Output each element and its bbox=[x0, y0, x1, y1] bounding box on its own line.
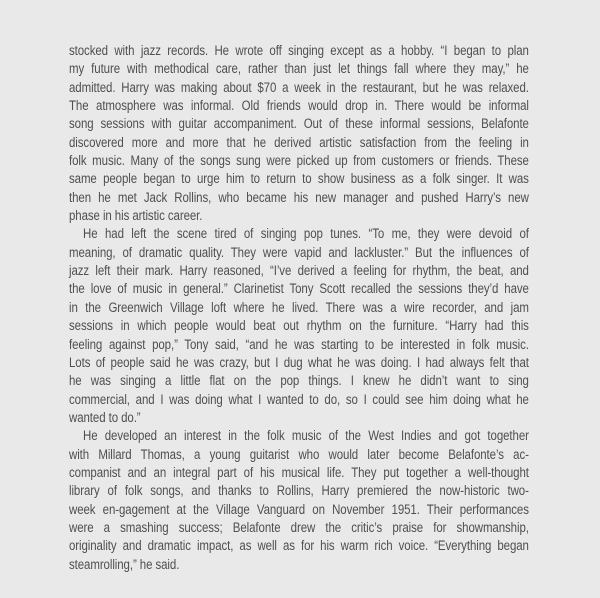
paragraph bbox=[69, 427, 529, 574]
text-line: the love of music in general.” Clarinetist Tony Scott recalled the sessions they’d have bbox=[69, 281, 529, 297]
text-line: then he met Jack Rollins, who became his new manager and pushed Harry’s new bbox=[69, 189, 529, 205]
text-line: phase in his artistic career. bbox=[69, 208, 203, 224]
text-line: He had left the scene tired of singing pop tunes. “To me, they were devoid of bbox=[83, 226, 529, 242]
text-line: song sessions with guitar accompaniment. Out of these informal sessions, Belafonte bbox=[69, 116, 529, 132]
text-line: wanted to do.” bbox=[69, 409, 141, 425]
paragraph bbox=[69, 42, 529, 225]
paragraph bbox=[69, 225, 529, 427]
text-line: originality and dramatic impact, as well as for his warm rich voice. “Everything began bbox=[69, 538, 529, 554]
text-line: jazz left their mark. Harry reasoned, “I’ve derived a feeling for rhythm, the beat, and bbox=[69, 263, 529, 279]
text-line: library of folk songs, and thanks to Rollins, Harry premiered the now-historic two- bbox=[69, 483, 529, 499]
text-line: admitted. Harry was making about $70 a week in the restaurant, but he was relaxed. bbox=[69, 79, 529, 95]
text-line: commercial, and I was doing what I wanted to do, so I could see him doing what he bbox=[69, 391, 529, 407]
text-line: He developed an interest in the folk music of the West Indies and got together bbox=[83, 428, 529, 444]
text-line: Lots of people said he was crazy, but I dug what he was doing. I had always felt that bbox=[69, 354, 529, 370]
text-line: with Millard Thomas, a young guitarist who would later become Belafonte’s ac- bbox=[69, 446, 529, 462]
text-line: folk music. Many of the songs sung were picked up from customers or friends. These bbox=[69, 153, 529, 169]
text-line: stocked with jazz records. He wrote off singing except as a hobby. “I began to plan bbox=[69, 43, 529, 58]
text-line: The atmosphere was informal. Old friends would drop in. There would be informal bbox=[69, 98, 529, 114]
text-line: were a smashing success; Belafonte drew the critic’s praise for showmanship, bbox=[69, 519, 529, 535]
text-line: week en-gagement at the Village Vanguard on November 1951. Their performances bbox=[69, 501, 529, 517]
text-line: my future with methodical care, rather than just let things fall where they may,” he bbox=[69, 61, 529, 77]
text-line: he was singing a little flat on the pop things. I knew he didn’t want to sing bbox=[69, 373, 529, 389]
text-line: same people began to urge him to return to show business as a folk singer. It was bbox=[69, 171, 529, 187]
text-line: meaning, of dramatic quality. They were vapid and lackluster.” But the influences of bbox=[69, 244, 529, 260]
text-line: companist and an integral part of his musical life. They put together a well-thought bbox=[69, 464, 529, 480]
text-line: steamrolling,” he said. bbox=[69, 556, 180, 572]
text-line: discovered more and more that he derived artistic satisfaction from the feeling in bbox=[69, 134, 529, 150]
text-line: in the Greenwich Village loft where he lived. There was a wire recorder, and jam bbox=[69, 299, 529, 315]
text-line: feeling against pop,” Tony said, “and he was starting to be interested in folk music. bbox=[69, 336, 529, 352]
text-line: sessions in which people would beat out rhythm on the furniture. “Harry had this bbox=[69, 318, 529, 334]
text-block bbox=[69, 42, 529, 574]
